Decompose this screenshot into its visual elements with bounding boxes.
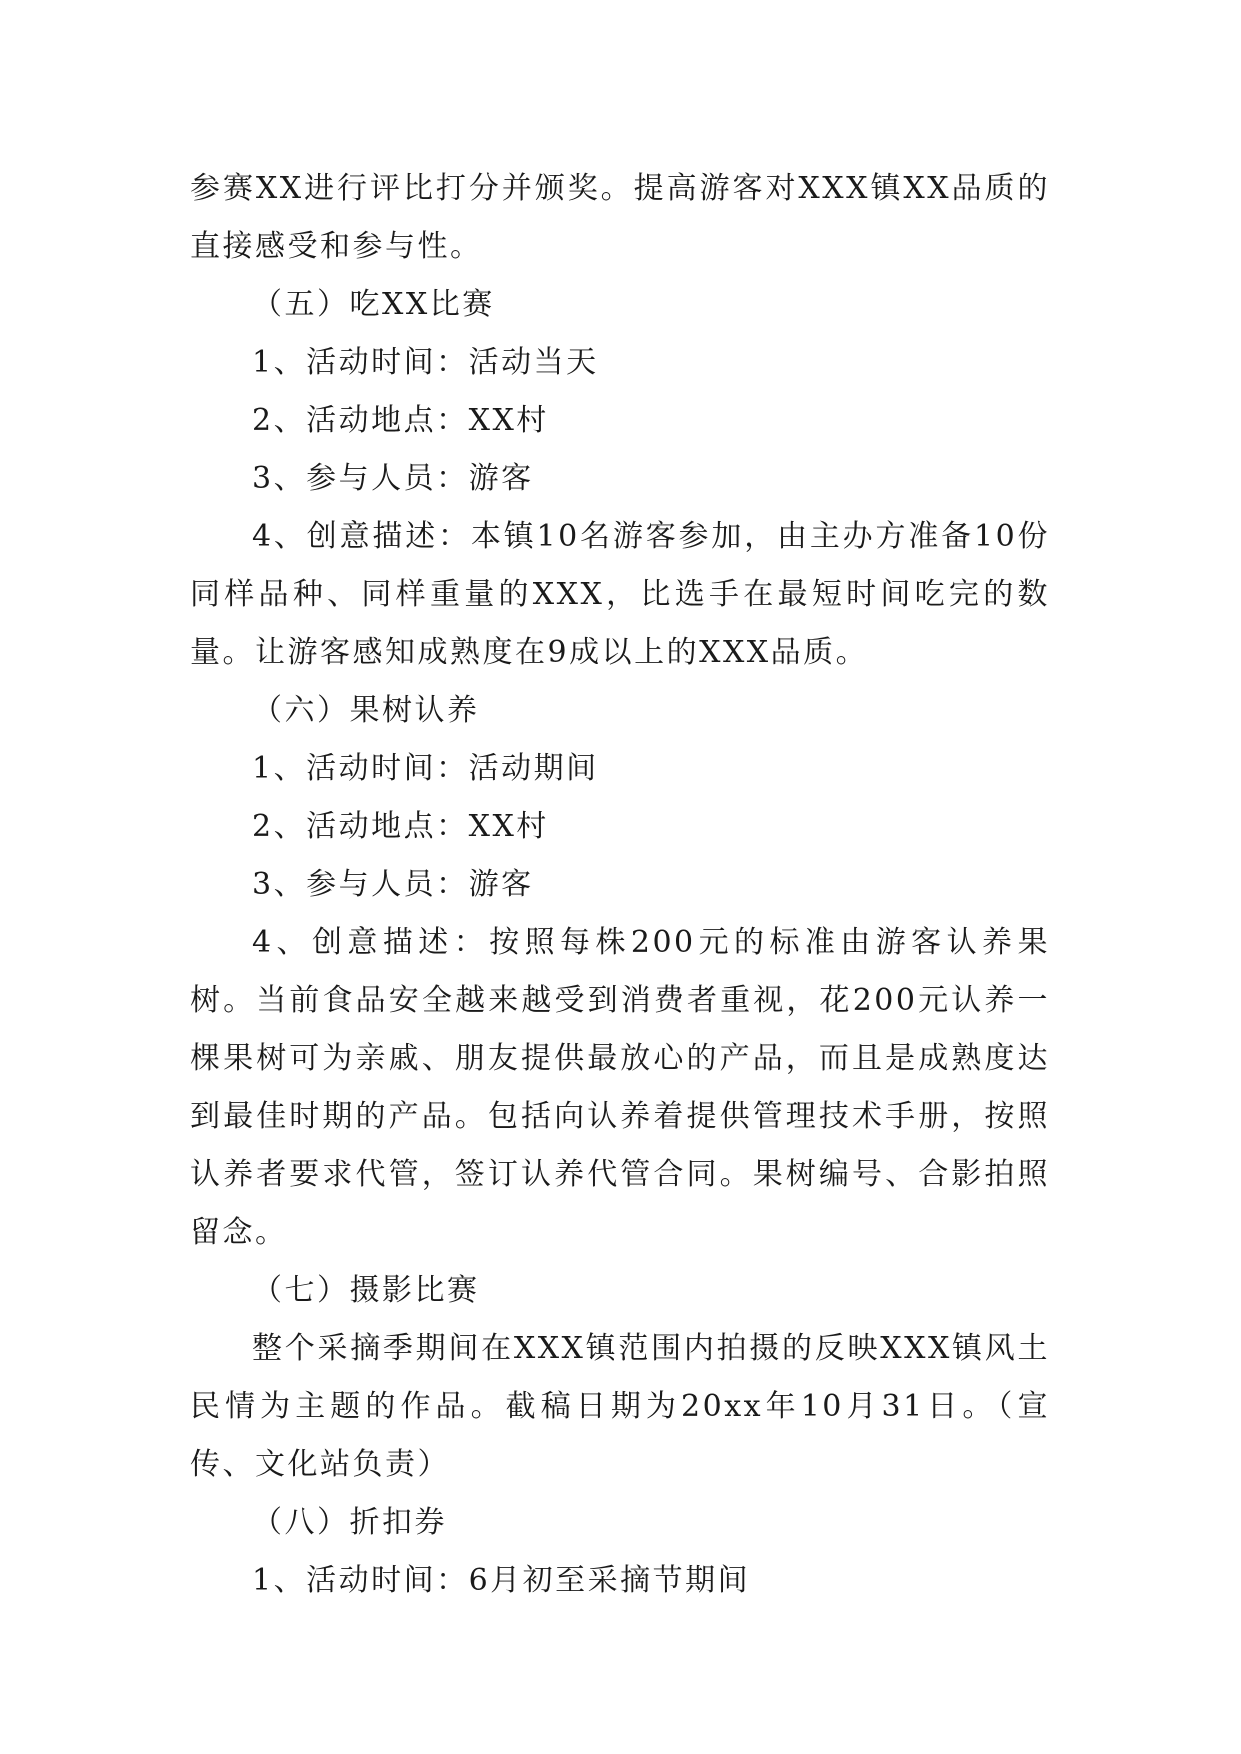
tree-adoption-time: 1、活动时间：活动期间 (252, 751, 599, 786)
eating-contest-time: 1、活动时间：活动当天 (252, 345, 599, 380)
heading-discount-coupon: （八）折扣券 (252, 1505, 447, 1540)
heading-fruit-tree-adoption: （六）果树认养 (252, 693, 480, 728)
eating-contest-description: 4、创意描述：本镇10名游客参加，由主办方准备10份同样品种、同样重量的XXX，比选手在最短时间吃完的数量。让游客感知成熟度在9成以上的XXX品质。 (190, 519, 1050, 670)
tree-adoption-description: 4、创意描述：按照每株200元的标准由游客认养果树。当前食品安全越来越受到消费者重视，花200元认养一棵果树可为亲戚、朋友提供最放心的产品，而且是成熟度达到最佳时期的产品。包括向认养着提供管理技术手册，按照认养者要求代管，签订认养代管合同。果树编号、合影拍照留念。 (190, 925, 1050, 1250)
tree-adoption-location: 2、活动地点：XX村 (252, 809, 549, 844)
discount-coupon-time: 1、活动时间：6月初至采摘节期间 (252, 1563, 751, 1598)
eating-contest-participants: 3、参与人员：游客 (252, 461, 534, 496)
tree-adoption-participants: 3、参与人员：游客 (252, 867, 534, 902)
paragraph-xx-judging-continuation: 参赛XX进行评比打分并颁奖。提高游客对XXX镇XX品质的直接感受和参与性。 (190, 171, 1050, 264)
heading-eating-contest: （五）吃XX比赛 (252, 287, 495, 322)
eating-contest-location: 2、活动地点：XX村 (252, 403, 549, 438)
heading-photography-contest: （七）摄影比赛 (252, 1273, 480, 1308)
photography-contest-description: 整个采摘季期间在XXX镇范围内拍摄的反映XXX镇风土民情为主题的作品。截稿日期为20xx年10月31日。（宣传、文化站负责） (190, 1331, 1050, 1482)
document-body (190, 160, 1050, 1610)
